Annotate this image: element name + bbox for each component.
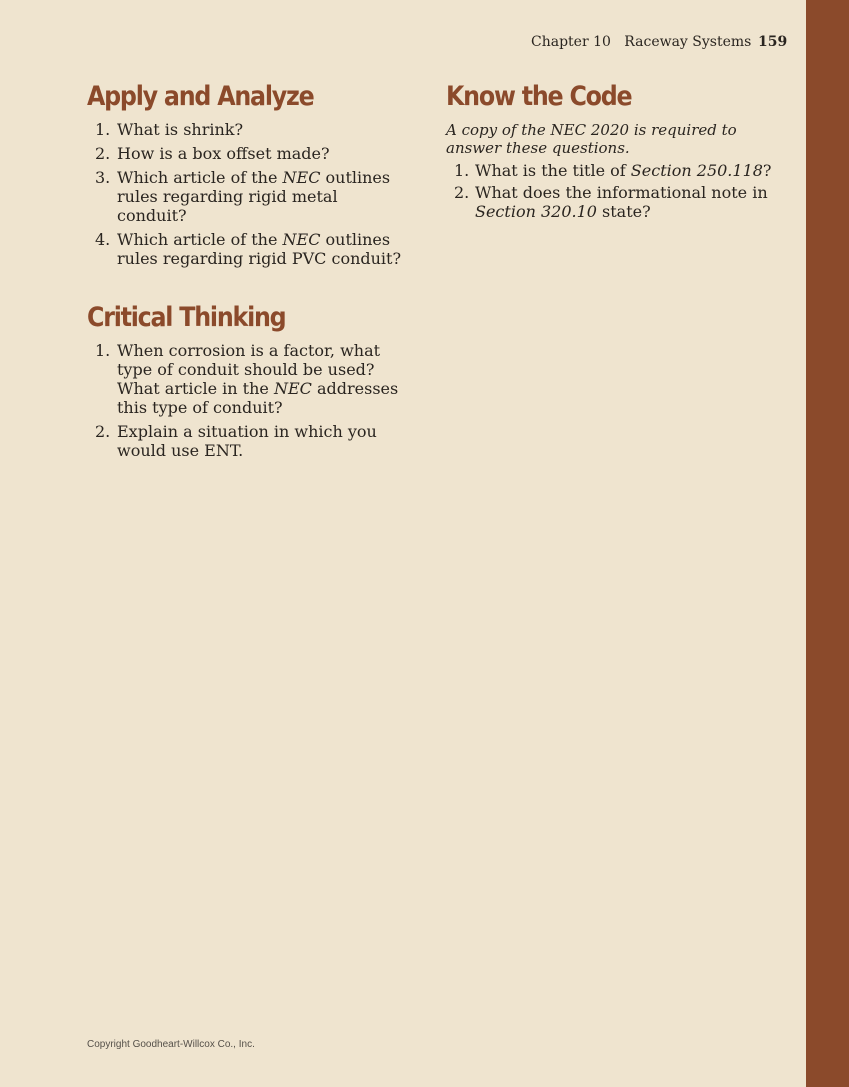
section-reference: Section 320.10 — [475, 202, 597, 221]
list-item — [446, 161, 791, 180]
know-the-code-intro: A copy of the NEC 2020 is required to answer these questions. — [446, 121, 737, 157]
item-text-rest: outlines rules regarding rigid PVC conduit? — [117, 230, 402, 268]
list-item — [87, 341, 407, 417]
item-number: 1. — [454, 161, 470, 180]
side-color-band — [806, 0, 849, 1087]
chapter-title: Raceway Systems — [624, 34, 752, 50]
copyright-notice: Copyright Goodheart-Willcox Co., Inc. — [87, 1039, 255, 1050]
right-column — [446, 80, 791, 224]
item-text: Which article of the — [117, 168, 283, 187]
item-number: 2. — [95, 144, 111, 163]
item-text-rest: ? — [762, 161, 772, 180]
item-text-rest: state? — [596, 202, 651, 221]
item-number: 2. — [454, 183, 470, 202]
running-head — [531, 34, 788, 50]
item-text: Which article of the — [117, 230, 283, 249]
item-text-rest: outlines rules regarding rigid metal conduit? — [117, 168, 391, 225]
item-text: What does the informational note in — [475, 183, 768, 202]
critical-thinking-heading: Critical Thinking — [87, 302, 286, 333]
item-number: 1. — [95, 120, 111, 139]
list-item — [87, 120, 407, 139]
item-text-rest: addresses this type of conduit? — [117, 379, 399, 417]
section-spacer — [87, 273, 407, 301]
know-the-code-list — [446, 161, 791, 221]
item-number: 1. — [95, 341, 111, 360]
list-item — [87, 422, 407, 460]
item-number: 3. — [95, 168, 111, 187]
nec-term: NEC — [282, 230, 321, 249]
apply-and-analyze-list — [87, 120, 407, 268]
nec-term: NEC — [273, 379, 312, 398]
running-head-chapter — [531, 34, 751, 50]
item-text: Explain a situation in which you would use ENT. — [117, 422, 377, 460]
apply-and-analyze-heading: Apply and Analyze — [87, 81, 314, 112]
critical-thinking-list — [87, 341, 407, 460]
item-text: How is a box offset made? — [117, 144, 330, 163]
left-column — [87, 80, 407, 465]
item-number: 4. — [95, 230, 111, 249]
know-the-code-heading: Know the Code — [446, 81, 632, 112]
page-number: 159 — [758, 34, 788, 50]
item-text: What is shrink? — [117, 120, 244, 139]
list-item — [87, 168, 407, 225]
section-reference: Section 250.118 — [630, 161, 763, 180]
item-text: When corrosion is a factor, what type of conduit should be used? What article in the — [117, 341, 381, 398]
list-item — [446, 183, 791, 221]
chapter-label: Chapter 10 — [531, 34, 611, 50]
nec-term: NEC — [282, 168, 321, 187]
list-item — [87, 230, 407, 268]
item-text: What is the title of — [475, 161, 631, 180]
item-number: 2. — [95, 422, 111, 441]
list-item — [87, 144, 407, 163]
